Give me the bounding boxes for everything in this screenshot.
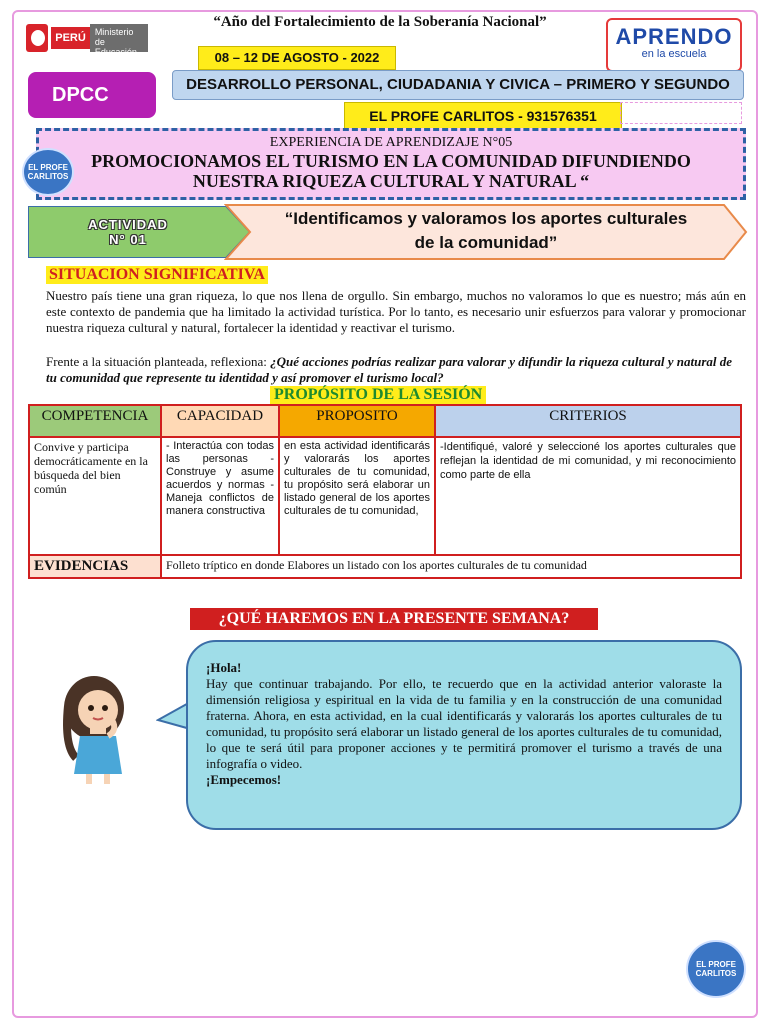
- proposito-table: [28, 404, 742, 579]
- actividad-title-line1: “Identificamos y valoramos los aportes culturales: [284, 209, 688, 228]
- header-capacidad: CAPACIDAD: [161, 405, 279, 437]
- ministry-brand: PERÚ: [51, 27, 90, 49]
- situacion-question: [46, 354, 746, 386]
- actividad-word: ACTIVIDAD: [88, 217, 168, 232]
- situacion-paragraph: Nuestro país tiene una gran riqueza, lo que nos llena de orgullo. Sin embargo, muchos no valoramos lo que es nuestro; más aún en este contexto de pandemia que ha limitado la actividad turística. Por lo tanto, es necesario unir esfuerzos para valorar y promocionar nuestra riqueza cultural y natural, fortalecer la identidad y reactivar el turismo.: [46, 288, 746, 335]
- evidencias-label: EVIDENCIAS: [29, 555, 161, 578]
- ministry-name: Ministerio de Educación: [90, 24, 148, 52]
- profe-badge-logo: EL PROFE CARLITOS: [22, 148, 74, 196]
- aprendo-logo: [606, 18, 742, 72]
- year-motto: “Año del Fortalecimiento de la Soberanía Nacional”: [213, 14, 547, 30]
- bubble-greeting: ¡Hola!: [206, 660, 242, 675]
- experiencia-number: EXPERIENCIA DE APRENDIZAJE N°05: [269, 135, 513, 150]
- header-criterios: CRITERIOS: [435, 405, 741, 437]
- aprendo-logo-sub: en la escuela: [641, 48, 707, 60]
- experiencia-title-line2: NUESTRA RIQUEZA CULTURAL Y NATURAL “: [192, 171, 590, 191]
- decorative-box: [620, 102, 742, 124]
- cell-proposito: en esta actividad identificarás y valorarás los aportes culturales de tu comunidad, tu propósito será elaborar un listado general de los aportes culturales de tu comunidad,: [279, 437, 435, 555]
- question-text: ¿Qué acciones podrías realizar para valorar y difundir la riqueza cultural y natural de tu comunidad que represente tu identidad y así promover el turismo local?: [46, 354, 733, 385]
- girl-thinking-illustration: [46, 666, 166, 786]
- aprendo-logo-main: APRENDO: [615, 24, 733, 49]
- question-lead: Frente a la situación planteada, reflexiona:: [46, 354, 271, 369]
- cell-criterios: -Identifiqué, valoré y seleccioné los aportes culturales que reflejan la identidad de mi comunidad, y mi reconocimiento como parte de ella: [435, 437, 741, 555]
- author-label: EL PROFE CARLITOS - 931576351: [344, 102, 622, 130]
- experiencia-title-line1: PROMOCIONAMOS EL TURISMO EN LA COMUNIDAD DIFUNDIENDO: [91, 151, 691, 171]
- actividad-title: [250, 203, 722, 261]
- header-proposito: PROPOSITO: [279, 405, 435, 437]
- actividad-label: [28, 206, 228, 258]
- header-competencia: COMPETENCIA: [29, 405, 161, 437]
- subject-tag: DPCC: [28, 72, 156, 118]
- area-title: DESARROLLO PERSONAL, CIUDADANIA Y CIVICA – PRIMERO Y SEGUNDO: [172, 70, 744, 100]
- cell-competencia: Convive y participa democráticamente en la búsqueda del bien común: [29, 437, 161, 555]
- speech-bubble: [186, 640, 742, 830]
- cell-capacidad: - Interactúa con todas las personas -Construye y asume acuerdos y normas -Maneja conflictos de manera constructiva: [161, 437, 279, 555]
- semana-heading: ¿QUÉ HAREMOS EN LA PRESENTE SEMANA?: [190, 608, 598, 630]
- evidencias-text: Folleto tríptico en donde Elabores un listado con los aportes culturales de tu comunidad: [161, 555, 741, 578]
- proposito-heading: PROPÓSITO DE LA SESIÓN: [270, 386, 486, 404]
- actividad-title-line2: de la comunidad”: [414, 233, 558, 252]
- experiencia-box: [36, 128, 746, 200]
- situacion-heading: SITUACION SIGNIFICATIVA: [46, 266, 268, 284]
- date-range: 08 – 12 DE AGOSTO - 2022: [198, 46, 396, 70]
- actividad-number: N° 01: [109, 232, 147, 247]
- peru-shield-icon: [26, 24, 48, 52]
- ministry-logo: [26, 18, 148, 58]
- footer-badge-logo: EL PROFE CARLITOS: [686, 940, 746, 998]
- bubble-body: Hay que continuar trabajando. Por ello, te recuerdo que en la actividad anterior valoraste la dimensión religiosa y espiritual en la vida de tu familia y en la construcción de una comunidad fraterna. Ahora, en esta actividad, en la cual identificarás y valorarás los aportes culturales de tu comunidad, tu propósito será elaborar un listado general de los aportes culturales de tu comunidad, lo que te será útil para proponer acciones y te permitirá promover el turismo a través de una infografía o video.: [206, 676, 722, 771]
- bubble-closing: ¡Empecemos!: [206, 772, 282, 787]
